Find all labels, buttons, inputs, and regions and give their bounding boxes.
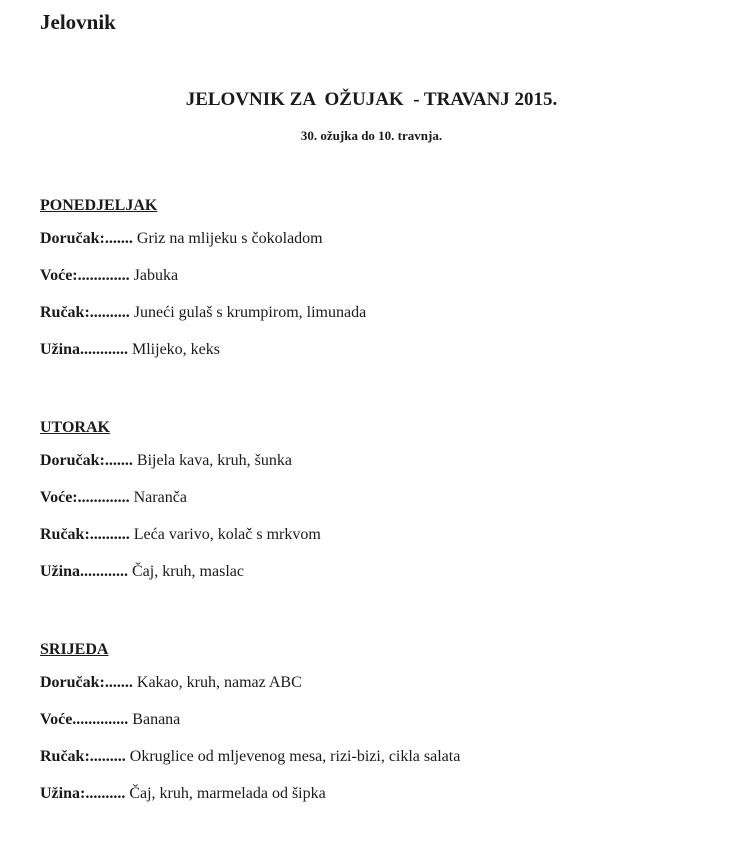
day-section-monday [40,192,700,368]
meal-row-fruit [40,479,700,516]
meal-text: Čaj, kruh, marmelada od šipka [129,785,326,802]
meal-row-breakfast [40,220,700,257]
meal-text: Banana [132,711,181,728]
document-subtitle: 30. ožujka do 10. travnja. [300,128,443,143]
meal-text: Bijela kava, kruh, šunka [136,452,292,469]
meal-text: Čaj, kruh, maslac [132,563,244,580]
meal-row-lunch [40,294,700,331]
day-heading: SRIJEDA [40,641,109,658]
page-header-title: Jelovnik [40,10,116,34]
document-title: JELOVNIK ZA OŽUJAK - TRAVANJ 2015. [185,89,558,110]
meal-label: Ručak:.......... [40,304,130,321]
meal-text: Juneći gulaš s krumpirom, limunada [133,304,367,321]
meal-text: Griz na mlijeku s čokoladom [136,230,323,247]
meal-text: Leća varivo, kolač s mrkvom [133,526,321,543]
meal-label: Užina:.......... [40,785,126,802]
meal-text: Jabuka [133,267,179,284]
meal-label: Voće:............. [40,489,130,506]
meal-row-lunch [40,738,700,775]
meal-text: Okruglice od mljevenog mesa, rizi-bizi, cikla salata [129,748,461,765]
meal-label: Ručak:......... [40,748,126,765]
day-heading: UTORAK [40,419,110,436]
meal-label: Doručak:....... [40,674,133,691]
day-section-wednesday [40,636,700,812]
day-section-tuesday [40,414,700,590]
meal-row-snack [40,775,700,812]
meal-text: Naranča [133,489,187,506]
meal-text: Mlijeko, keks [132,341,220,358]
meal-row-snack [40,331,700,368]
meal-row-breakfast [40,664,700,701]
meal-row-fruit [40,701,700,738]
meal-text: Kakao, kruh, namaz ABC [136,674,302,691]
meal-row-fruit [40,257,700,294]
meal-row-snack [40,553,700,590]
day-heading: PONEDJELJAK [40,197,158,214]
meal-label: Doručak:....... [40,452,133,469]
meal-label: Doručak:....... [40,230,133,247]
meal-label: Užina............ [40,563,128,580]
meal-label: Voće:............. [40,267,130,284]
meal-label: Voće.............. [40,711,129,728]
meal-label: Užina............ [40,341,128,358]
meal-label: Ručak:.......... [40,526,130,543]
meal-row-breakfast [40,442,700,479]
meal-row-lunch [40,516,700,553]
